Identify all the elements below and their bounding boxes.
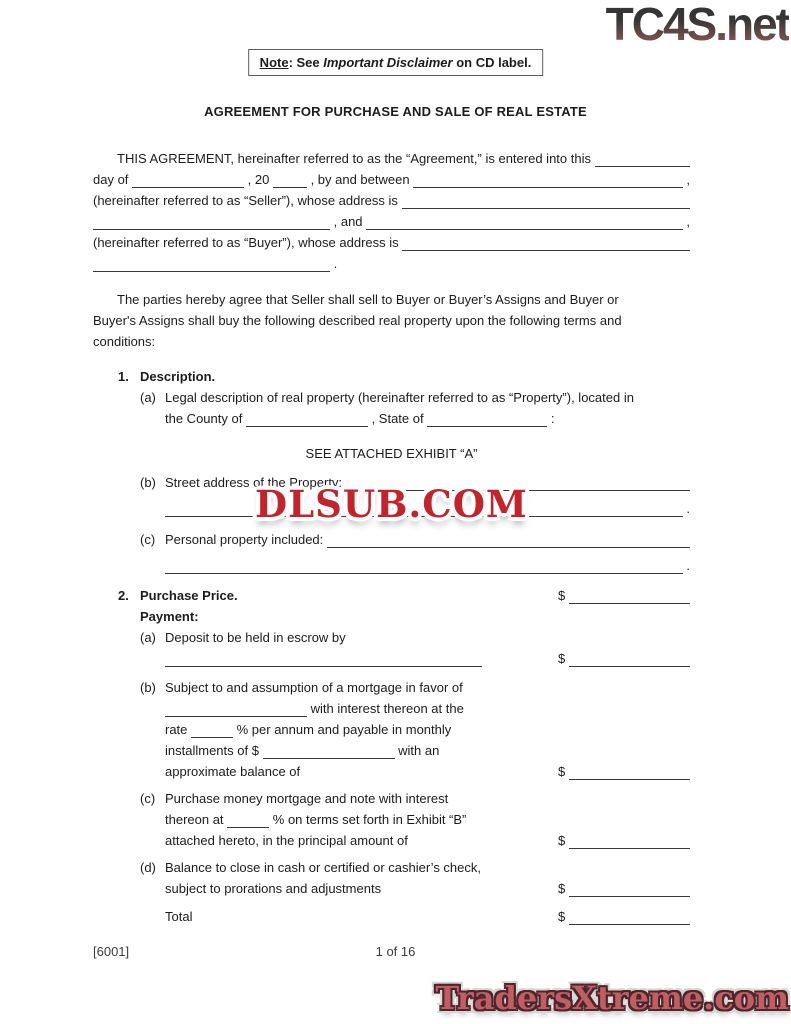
item-1c-line-1 <box>93 530 690 551</box>
item-2a-line-2 <box>93 649 690 670</box>
amount-blank <box>569 879 690 897</box>
form-number: [6001] <box>93 944 130 959</box>
list-marker: (d) <box>140 860 156 875</box>
item-2a-line-1 <box>93 628 690 649</box>
parties-paragraph <box>93 290 690 353</box>
blank-field <box>263 741 395 759</box>
text-segment: Street address of the Property: <box>165 475 346 490</box>
amount-blank <box>569 586 690 604</box>
parties-line-3 <box>93 332 690 353</box>
blank-field <box>93 254 330 272</box>
text-segment: installments of $ <box>165 743 263 758</box>
total-line <box>93 907 690 928</box>
amount-field <box>558 762 690 783</box>
blank-field <box>165 556 683 574</box>
blank-field <box>427 409 547 427</box>
intro-line-3 <box>93 191 690 212</box>
dollar-sign: $ <box>558 764 569 779</box>
intro-line-6 <box>93 254 690 275</box>
amount-blank <box>569 907 690 925</box>
text-segment: THIS AGREEMENT, hereinafter referred to as the “Agreement,” is entered into this <box>117 151 595 166</box>
text-segment: Deposit to be held in escrow by <box>165 630 346 645</box>
text-segment: Purchase Price. <box>140 588 238 603</box>
amount-field <box>558 649 690 670</box>
blank-field <box>246 409 368 427</box>
text-segment: , 20 <box>244 172 273 187</box>
text-segment: Total <box>165 909 193 924</box>
blank-field <box>402 191 690 209</box>
item-2d-line-1 <box>93 858 690 879</box>
list-marker: (b) <box>140 680 156 695</box>
text-segment: Payment: <box>140 609 199 624</box>
blank-field <box>273 170 307 188</box>
disclaimer-note-box <box>248 49 544 76</box>
document-body <box>93 149 690 928</box>
amount-field <box>558 586 690 607</box>
parties-line-2 <box>93 311 690 332</box>
item-2c-line-1 <box>93 789 690 810</box>
section-2-purchase-price <box>93 586 690 928</box>
payment-heading <box>93 607 690 628</box>
text-segment: Description. <box>140 369 216 384</box>
section-1-description <box>93 367 690 577</box>
note-label: Note <box>259 55 289 70</box>
text-segment: % on terms set forth in Exhibit “B” <box>269 812 467 827</box>
item-1c-line-2 <box>93 556 690 577</box>
list-marker: (c) <box>140 791 156 806</box>
text-segment: , State of <box>367 411 428 426</box>
intro-paragraph <box>93 149 690 275</box>
dollar-sign: $ <box>558 651 569 666</box>
note-text: : See <box>288 55 324 70</box>
text-segment: day of <box>93 172 133 187</box>
note-text-end: on CD label. <box>452 55 532 70</box>
blank-field <box>402 233 690 251</box>
blank-field <box>165 699 307 717</box>
text-segment: The parties hereby agree that Seller shall sell to Buyer or Buyer’s Assigns and Buyer or <box>117 292 619 307</box>
item-2b-line-5 <box>93 762 690 783</box>
watermark-tc4s: TC4S.net <box>605 0 789 50</box>
text-segment: SEE ATTACHED EXHIBIT “A” <box>305 446 478 461</box>
dollar-sign: $ <box>558 881 569 896</box>
blank-field <box>227 810 269 828</box>
item-2c-line-2 <box>93 810 690 831</box>
list-marker: 2. <box>118 588 129 603</box>
page-number: 1 of 16 <box>375 944 416 959</box>
dollar-sign: $ <box>558 588 569 603</box>
text-segment: Balance to close in cash or certified or cashier’s check, <box>165 860 482 875</box>
amount-blank <box>569 762 690 780</box>
text-segment: , <box>682 214 690 229</box>
amount-blank <box>569 649 690 667</box>
parties-line-1 <box>93 290 690 311</box>
list-marker: 1. <box>118 369 129 384</box>
item-2b-line-4 <box>93 741 690 762</box>
intro-line-4 <box>93 212 690 233</box>
blank-field <box>366 212 683 230</box>
text-segment: (hereinafter referred to as “Buyer”), whose address is <box>93 235 403 250</box>
amount-field <box>558 907 690 928</box>
text-segment: with an <box>394 743 440 758</box>
amount-field <box>558 879 690 900</box>
amount-blank <box>569 831 690 849</box>
text-segment: rate <box>165 722 192 737</box>
text-segment: Buyer's Assigns shall buy the following described real property upon the following terms and <box>93 313 622 328</box>
watermark-dlsub: DLSUB.COM <box>255 482 528 526</box>
item-1a-line-1 <box>93 388 690 409</box>
text-segment: approximate balance of <box>165 764 301 779</box>
list-marker: (b) <box>140 475 156 490</box>
text-segment: conditions: <box>93 334 156 349</box>
text-segment: the County of <box>165 411 246 426</box>
item-2b-line-2 <box>93 699 690 720</box>
intro-line-2 <box>93 170 690 191</box>
dollar-sign: $ <box>558 833 569 848</box>
note-italic-text: Important Disclaimer <box>323 55 453 70</box>
list-marker: (c) <box>140 532 156 547</box>
text-segment: attached hereto, in the principal amount of <box>165 833 408 848</box>
text-segment: Subject to and assumption of a mortgage in favor of <box>165 680 463 695</box>
text-segment: (hereinafter referred to as “Seller”), whose address is <box>93 193 402 208</box>
blank-field <box>93 212 330 230</box>
text-segment: : <box>547 411 555 426</box>
text-segment: . <box>682 501 690 516</box>
text-segment: % per annum and payable in monthly <box>233 722 452 737</box>
section-1-heading <box>93 367 690 388</box>
text-segment: Purchase money mortgage and note with interest <box>165 791 449 806</box>
item-1a-line-2 <box>93 409 690 430</box>
exhibit-a-line <box>93 444 690 465</box>
item-2b-line-3 <box>93 720 690 741</box>
amount-field <box>558 831 690 852</box>
blank-field <box>413 170 683 188</box>
dollar-sign: $ <box>558 909 569 924</box>
blank-field <box>132 170 244 188</box>
page-title: AGREEMENT FOR PURCHASE AND SALE OF REAL ESTATE <box>204 104 587 119</box>
text-segment: . <box>682 558 690 573</box>
text-segment: . <box>330 256 338 271</box>
intro-line-1 <box>93 149 690 170</box>
text-segment: with interest thereon at the <box>307 701 464 716</box>
text-segment: thereon at <box>165 812 228 827</box>
text-segment: , by and between <box>306 172 414 187</box>
intro-line-5 <box>93 233 690 254</box>
text-segment: Personal property included: <box>165 532 327 547</box>
list-marker: (a) <box>140 630 156 645</box>
watermark-tradersxtreme: TradersXtreme.com <box>435 979 789 1017</box>
list-marker: (a) <box>140 390 156 405</box>
blank-field <box>191 720 233 738</box>
text-segment: Legal description of real property (hereinafter referred to as “Property”), located in <box>165 390 634 405</box>
text-segment: , <box>682 172 690 187</box>
blank-field <box>327 530 690 548</box>
item-2b-line-1 <box>93 678 690 699</box>
section-2-heading <box>93 586 690 607</box>
text-segment: , and <box>330 214 367 229</box>
blank-field <box>595 149 690 167</box>
blank-field <box>165 649 482 667</box>
item-2d-line-2 <box>93 879 690 900</box>
text-segment: subject to prorations and adjustments <box>165 881 382 896</box>
item-2c-line-3 <box>93 831 690 852</box>
